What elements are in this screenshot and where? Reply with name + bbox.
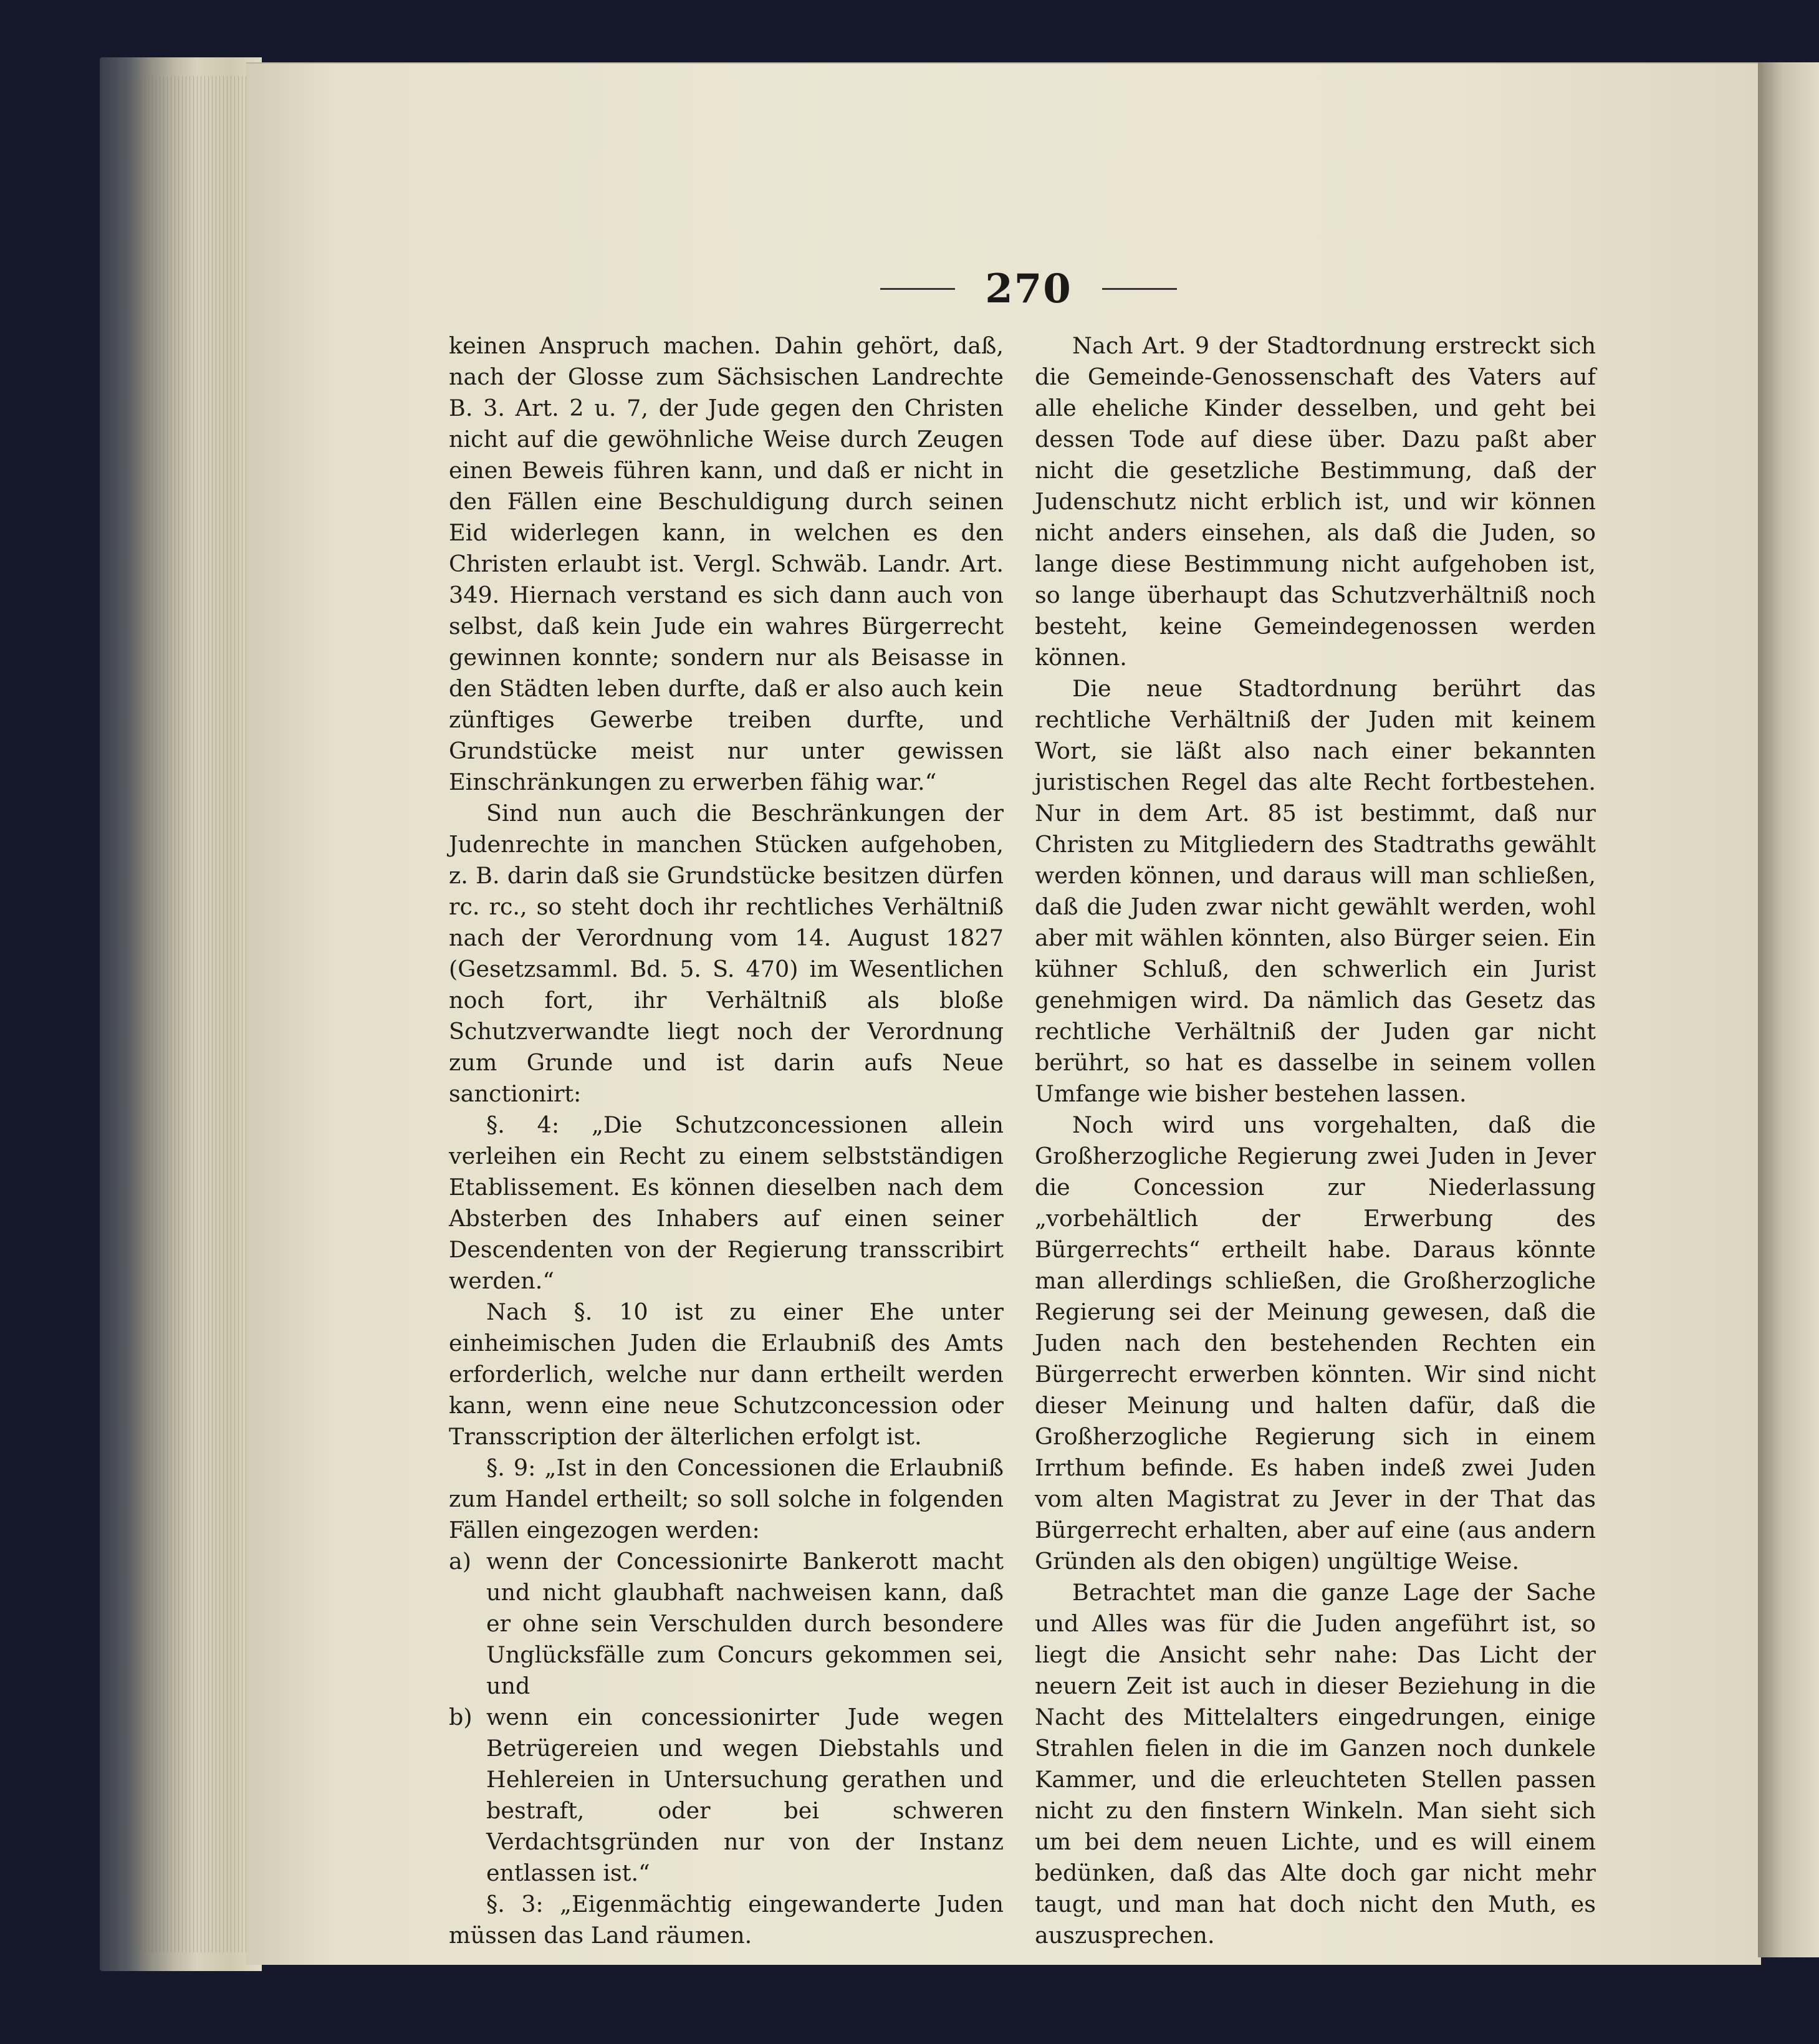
list-item [449, 1546, 1004, 1702]
header-rule-right [1102, 288, 1177, 290]
paragraph: Die neue Stadtordnung berührt das rechtliche Verhältniß der Juden mit keinem Wort, sie läßt also nach einer bekannten juristischen Regel das alte Recht fortbestehen. Nur in dem Art. 85 ist bestimmt, daß nur Christen zu Mitgliedern des Stadtraths gewählt werden können, und daraus will man schließen, daß die Juden zwar nicht gewählt werden, wohl aber mit wählen könnten, also Bürger seien. Ein kühner Schluß, den schwerlich ein Jurist genehmigen wird. Da nämlich das Gesetz das rechtliche Verhältniß der Juden gar nicht berührt, so hat es dasselbe in seinem vollen Umfange wie bisher bestehen lassen. [1035, 675, 1596, 1107]
paragraph: §. 4: „Die Schutzconcessionen allein verleihen ein Recht zu einem selbstständigen Etablissement. Es können dieselben nach dem Absterben des Inhabers auf einen seiner Descendenten von der Regierung transscribirt werden.“ [449, 1111, 1004, 1294]
paragraph: Nach §. 10 ist zu einer Ehe unter einheimischen Juden die Erlaubniß des Amts erforderlich, welche nur dann ertheilt werden kann, wenn eine neue Schutzconcession oder Transscription der älterlichen erfolgt ist. [449, 1298, 1004, 1450]
list-label: a) [449, 1548, 472, 1575]
paragraph: §. 3: „Eigenmächtig eingewanderte Juden müssen das Land räumen. [449, 1891, 1004, 1949]
facing-page-edge [1758, 62, 1819, 1957]
list-label: b) [449, 1704, 473, 1730]
paragraph: Noch wird uns vorgehalten, daß die Großherzogliche Regierung zwei Juden in Jever die Concession zur Niederlassung „vorbehältlich der Erwerbung des Bürgerrechts“ ertheilt habe. Daraus könnte man allerdings schließen, die Großherzogliche Regierung sei der Meinung gewesen, daß die Juden nach den bestehenden Rechten ein Bürgerrecht erwerben könnten. Wir sind nicht dieser Meinung und halten dafür, daß die Großherzogliche Regierung sich in einem Irrthum befinde. Es haben indeß zwei Juden vom alten Magistrat zu Jever in der That das Bürgerrecht erhalten, aber auf eine (aus andern Gründen als den obigen) ungültige Weise. [1035, 1111, 1596, 1575]
book-page-edges [100, 57, 262, 1971]
list-item [449, 1702, 1004, 1889]
page-header [866, 261, 1191, 317]
paragraph: Nach Art. 9 der Stadtordnung erstreckt sich die Gemeinde-Genossenschaft des Vaters auf alle eheliche Kinder desselben, und geht bei dessen Tode auf diese über. Dazu paßt aber nicht die gesetzliche Bestimmung, daß der Judenschutz nicht erblich ist, und wir können nicht anders einsehen, als daß die Juden, so lange diese Bestimmung nicht aufgehoben ist, so lange überhaupt das Schutzverhältniß noch besteht, keine Gemeindegenossen werden können. [1035, 332, 1596, 671]
left-column [449, 330, 1004, 1951]
paragraph: keinen Anspruch machen. Dahin gehört, daß, nach der Glosse zum Sächsischen Landrechte B. 3. Art. 2 u. 7, der Jude gegen den Christen nicht auf die gewöhnliche Weise durch Zeugen einen Beweis führen kann, und daß er nicht in den Fällen eine Beschuldigung durch seinen Eid widerlegen kann, in welchen es den Christen erlaubt ist. Vergl. Schwäb. Landr. Art. 349. Hiernach verstand es sich dann auch von selbst, daß kein Jude ein wahres Bürgerrecht gewinnen konnte; sondern nur als Beisasse in den Städten leben durfte, daß er also auch kein zünftiges Gewerbe treiben durfte, und Grundstücke meist nur unter gewissen Einschränkungen zu erwerben fähig war.“ [449, 332, 1004, 795]
list-text: wenn ein concessionirter Jude wegen Betrügereien und wegen Diebstahls und Hehlereien in Untersuchung gerathen und bestraft, oder bei schweren Verdachtsgründen nur von der Instanz entlassen ist.“ [486, 1704, 1004, 1886]
header-rule-left [880, 288, 955, 290]
paragraph: Sind nun auch die Beschränkungen der Judenrechte in manchen Stücken aufgehoben, z. B. darin daß sie Grundstücke besitzen dürfen rc. rc., so steht doch ihr rechtliches Verhältniß nach der Verordnung vom 14. August 1827 (Gesetzsamml. Bd. 5. S. 470) im Wesentlichen noch fort, ihr Verhältniß als bloße Schutzverwandte liegt noch der Verordnung zum Grunde und ist darin aufs Neue sanctionirt: [449, 800, 1004, 1107]
page-number: 270 [985, 265, 1072, 312]
paragraph: Betrachtet man die ganze Lage der Sache und Alles was für die Juden angeführt ist, so liegt die Ansicht sehr nahe: Das Licht der neuern Zeit ist auch in dieser Beziehung in die Nacht des Mittelalters eingedrungen, einige Strahlen fielen in die im Ganzen noch dunkele Kammer, und die erleuchteten Stellen passen nicht zu den finstern Winkeln. Man sieht sich um bei dem neuen Lichte, und es will einem bedünken, daß das Alte doch gar nicht mehr taugt, und man hat doch nicht den Muth, es auszusprechen. [1035, 1579, 1596, 1949]
right-column [1035, 330, 1596, 1951]
list-text: wenn der Concessionirte Bankerott macht und nicht glaubhaft nachweisen kann, daß er ohne sein Verschulden durch besondere Unglücksfälle zum Concurs gekommen sei, und [486, 1548, 1004, 1699]
paragraph: §. 9: „Ist in den Concessionen die Erlaubniß zum Handel ertheilt; so soll solche in folgenden Fällen eingezogen werden: [449, 1454, 1004, 1543]
